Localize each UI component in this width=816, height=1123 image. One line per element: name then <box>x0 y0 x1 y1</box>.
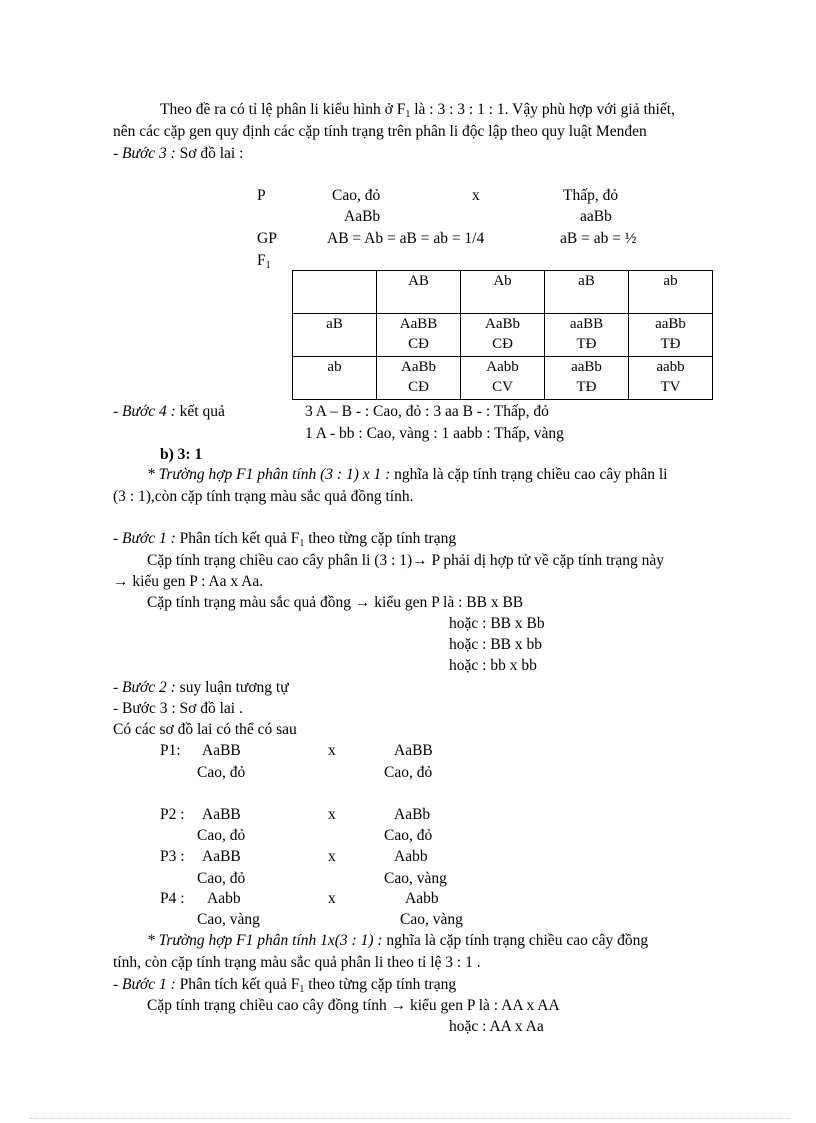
cross-p-label: P <box>257 187 266 204</box>
para1-line2: nên các cặp gen quy định các cặp tính trạng trên phân li độc lập theo quy luật Menđen <box>113 123 647 140</box>
punnett-header: AB <box>377 271 461 314</box>
punnett-cell: AaBB CĐ <box>377 314 461 357</box>
cross-p1-genotype: AaBb <box>344 208 381 225</box>
punnett-corner <box>293 271 377 314</box>
cross-label: P2 : <box>160 806 185 823</box>
cross-genotype2: AaBb <box>394 806 431 823</box>
step4-result-line2: 1 A - bb : Cao, vàng : 1 aabb : Thấp, vàng <box>305 425 564 442</box>
cross-gp-label: GP <box>257 230 277 247</box>
cross-f1-label: $F_1$ <box>257 252 271 271</box>
cross-x: x <box>328 848 336 865</box>
cross-gp2: aB = ab = ½ <box>560 230 637 247</box>
step4-result-line1: 3 A – B - : Cao, đỏ : 3 aa B - : Thấp, đỏ <box>305 403 549 420</box>
cross-phenotype1: Cao, đỏ <box>197 870 246 887</box>
cross-label: P1: <box>160 742 181 759</box>
cross-phenotype2: Cao, đỏ <box>384 764 433 781</box>
cross-p2-genotype: aaBb <box>580 208 612 225</box>
analysis1-or1: hoặc : BB x Bb <box>449 615 545 632</box>
step4-heading: - Bước 4 : kết quả <box>113 403 225 420</box>
analysis1-line2: → kiểu gen P : Aa x Aa. <box>113 573 264 590</box>
analysis1-line1: Cặp tính trạng chiều cao cây phân li (3 : 1)→ P phải dị hợp tử về cặp tính trạng này <box>147 552 665 569</box>
cross-phenotype1: Cao, đỏ <box>197 764 246 781</box>
cross-phenotype2: Cao, đỏ <box>384 827 433 844</box>
step3b-heading: - Bước 3 : Sơ đồ lai . <box>113 700 243 717</box>
punnett-header: ab <box>629 271 713 314</box>
cross-phenotype2: Cao, vàng <box>384 870 447 887</box>
cross-p1-phenotype: Cao, đỏ <box>332 187 381 204</box>
step3-heading: - Bước 3 : Sơ đồ lai : <box>113 145 244 162</box>
punnett-header: Ab <box>461 271 545 314</box>
possible-crosses-intro: Có các sơ đồ lai có thể có sau <box>113 721 297 738</box>
cross-genotype2: AaBB <box>394 742 433 759</box>
punnett-cell: Aabb CV <box>461 357 545 400</box>
section-heading-b: b) 3: 1 <box>160 446 203 463</box>
analysis1-line3: Cặp tính trạng màu sắc quả đồng → kiểu gen P là : BB x BB <box>147 594 524 611</box>
punnett-square <box>292 270 713 400</box>
case1-line2: (3 : 1),còn cặp tính trạng màu sắc quả đồng tính. <box>113 488 414 505</box>
cross-genotype1: AaBB <box>202 742 241 759</box>
punnett-cell: AaBb CĐ <box>377 357 461 400</box>
punnett-cell: aaBB TĐ <box>545 314 629 357</box>
cross-phenotype2: Cao, vàng <box>400 911 463 928</box>
cross-genotype1: Aabb <box>207 890 241 907</box>
cross-label: P4 : <box>160 890 185 907</box>
analysis1-or2: hoặc : BB x bb <box>449 636 542 653</box>
punnett-row-gamete: ab <box>293 357 377 400</box>
punnett-header: aB <box>545 271 629 314</box>
cross-label: P3 : <box>160 848 185 865</box>
punnett-row-gamete: aB <box>293 314 377 357</box>
step1-heading: - Bước 1 : Phân tích kết quả $F_1$ theo từng cặp tính trạng <box>113 530 457 549</box>
cross-phenotype1: Cao, đỏ <box>197 827 246 844</box>
punnett-header-row <box>293 271 713 314</box>
punnett-row <box>293 314 713 357</box>
cross-p2-phenotype: Thấp, đỏ <box>563 187 619 204</box>
cross-gp1: AB = Ab = aB = ab = 1/4 <box>327 230 485 247</box>
analysis1-or3: hoặc : bb x bb <box>449 657 537 674</box>
cross-x: x <box>328 806 336 823</box>
cross-genotype2: Aabb <box>394 848 428 865</box>
para1-line1: Theo đề ra có tỉ lệ phân li kiểu hình ở $F_1$ là : 3 : 3 : 1 : 1. Vậy phù hợp với giả thiết, <box>160 101 675 120</box>
punnett-cell: AaBb CĐ <box>461 314 545 357</box>
cross-genotype1: AaBB <box>202 806 241 823</box>
case2-line1: * Trường hợp F1 phân tính 1x(3 : 1) : nghĩa là cặp tính trạng chiều cao cây đồng <box>147 932 649 949</box>
cross-x: x <box>328 742 336 759</box>
punnett-row <box>293 357 713 400</box>
cross-x: x <box>472 187 480 204</box>
punnett-cell: aaBb TĐ <box>545 357 629 400</box>
step2-heading: - Bước 2 : suy luận tương tự <box>113 679 289 696</box>
case2-line2: tính, còn cặp tính trạng màu sắc quả phân li theo tỉ lệ 3 : 1 . <box>113 954 481 971</box>
cross-genotype1: AaBB <box>202 848 241 865</box>
punnett-cell: aaBb TĐ <box>629 314 713 357</box>
analysis2-line1: Cặp tính trạng chiều cao cây đồng tính → kiểu gen P là : AA x AA <box>147 997 560 1014</box>
cross-x: x <box>328 890 336 907</box>
analysis2-or1: hoặc : AA x Aa <box>449 1018 544 1035</box>
case1-line1: * Trường hợp F1 phân tính (3 : 1) x 1 : nghĩa là cặp tính trạng chiều cao cây phân li <box>147 466 668 483</box>
punnett-cell: aabb TV <box>629 357 713 400</box>
step1b-heading: - Bước 1 : Phân tích kết quả $F_1$ theo từng cặp tính trạng <box>113 976 457 995</box>
cross-genotype2: Aabb <box>405 890 439 907</box>
cross-phenotype1: Cao, vàng <box>197 911 260 928</box>
page-bottom-border <box>30 1118 790 1119</box>
